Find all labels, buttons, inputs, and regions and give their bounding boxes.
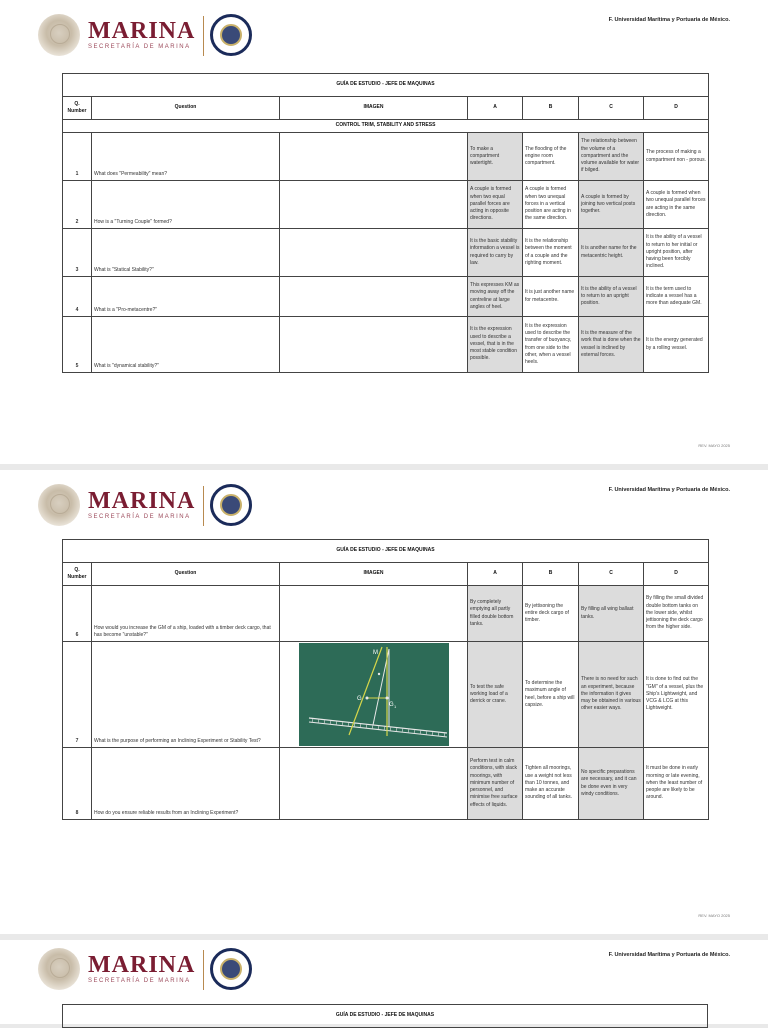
question-text: What is a "Pro-metacentre?" — [92, 277, 280, 317]
marina-logo — [38, 948, 258, 992]
logo-divider — [203, 486, 204, 526]
table-title: GUÍA DE ESTUDIO - JEFE DE MAQUINAS — [63, 1005, 708, 1028]
answer-a: To make a compartment watertight. — [468, 133, 523, 181]
question-text: What is "dynamical stability?" — [92, 317, 280, 373]
brand-name: MARINA — [88, 952, 196, 978]
question-number: 7 — [63, 642, 92, 748]
question-number: 8 — [63, 748, 92, 820]
revision-note: REV. MAYO 2025 — [698, 443, 730, 448]
answer-d: It is the term used to indicate a vessel has a more than adequate GM. — [644, 277, 709, 317]
answer-a: To test the safe working load of a derrick or crane. — [468, 642, 523, 748]
answer-d: It is done to find out the "GM" of a vessel, plus the Ship's Lightweight, and VCG & LCG at this Lightweight. — [644, 642, 709, 748]
col-header-qnumber: Q. Number — [63, 563, 92, 586]
answer-a: It is the expression used to describe a vessel, that is in the most stable condition possible. — [468, 317, 523, 373]
answer-c: It is the ability of a vessel to return to an upright position. — [579, 277, 644, 317]
answer-b: It is just another name for metacentre. — [523, 277, 579, 317]
question-text: How is a "Turning Couple" formed? — [92, 181, 280, 229]
question-text: What is the purpose of performing an Inclining Experiment or Stability Test? — [92, 642, 280, 748]
table-row — [63, 642, 709, 748]
image-cell — [280, 133, 468, 181]
label-g1: G — [388, 702, 394, 708]
marina-logo — [38, 484, 258, 528]
table-title: GUÍA DE ESTUDIO - JEFE DE MAQUINAS — [63, 74, 709, 97]
answer-c: A couple is formed by joining two vertical posts together. — [579, 181, 644, 229]
answer-d: A couple is formed when two unequal parallel forces are acting in the same direction. — [644, 181, 709, 229]
page-2 — [0, 470, 768, 934]
col-header-image: IMAGEN — [280, 563, 468, 586]
university-seal-icon — [210, 948, 252, 990]
question-text: What is "Statical Stability?" — [92, 229, 280, 277]
study-guide-table-3 — [62, 1004, 708, 1028]
answer-c: No specific preparations are necessary, and it can be done even in very windy conditions. — [579, 748, 644, 820]
label-g: G — [356, 696, 362, 702]
question-text: How would you increase the GM of a ship, loaded with a timber deck cargo, that has become "unstable?" — [92, 586, 280, 642]
answer-b: By jettisoning the entire deck cargo of timber. — [523, 586, 579, 642]
marina-logo — [38, 14, 258, 58]
brand-subtitle: SECRETARÍA DE MARINA — [88, 44, 191, 50]
col-header-question: Question — [92, 97, 280, 120]
answer-b: Tighten all moorings, use a weight not less than 10 tonnes, and make an accurate sounding of all tanks. — [523, 748, 579, 820]
answer-b: It is the relationship between the moment of a couple and the righting moment. — [523, 229, 579, 277]
answer-d: By filling the small divided double bottom tanks on the lower side, whilst jettisoning the deck cargo from the higher side. — [644, 586, 709, 642]
col-header-b: B — [523, 97, 579, 120]
image-cell — [280, 229, 468, 277]
answer-c: There is no need for such an experiment, because the information it gives may be obtained in various other easier ways. — [579, 642, 644, 748]
mexico-crest-icon — [38, 948, 80, 990]
col-header-d: D — [644, 97, 709, 120]
mexico-crest-icon — [38, 14, 80, 56]
answer-d: It is the ability of a vessel to return to her initial or upright position, after having been forcibly inclined. — [644, 229, 709, 277]
image-cell — [280, 181, 468, 229]
col-header-c: C — [579, 97, 644, 120]
logo-divider — [203, 16, 204, 56]
image-cell — [280, 277, 468, 317]
university-name: F. Universidad Marítima y Portuaria de México. — [608, 17, 730, 23]
answer-c: The relationship between the volume of a compartment and the volume available for water if bilged. — [579, 133, 644, 181]
label-m: M — [372, 650, 378, 656]
brand-name: MARINA — [88, 488, 196, 514]
table-row — [63, 748, 709, 820]
answer-a: This expresses KM as moving away off the centreline at large angles of heel. — [468, 277, 523, 317]
image-cell — [280, 317, 468, 373]
question-text: What does "Permeability" mean? — [92, 133, 280, 181]
inclining-experiment-diagram — [299, 643, 449, 746]
table-row — [63, 181, 709, 229]
revision-note: REV. MAYO 2025 — [698, 913, 730, 918]
col-header-a: A — [468, 563, 523, 586]
university-name: F. Universidad Marítima y Portuaria de México. — [608, 487, 730, 493]
answer-d: It must be done in early morning or late evening, when the least number of people are likely to be around. — [644, 748, 709, 820]
page-1 — [0, 0, 768, 464]
answer-c: It is the measure of the work that is done when the vessel is inclined by external forces. — [579, 317, 644, 373]
answer-b: To determine the maximum angle of heel, before a ship will capsize. — [523, 642, 579, 748]
point-g1 — [385, 697, 388, 700]
answer-d: The process of making a compartment non - porous. — [644, 133, 709, 181]
answer-d: It is the energy generated by a rolling vessel. — [644, 317, 709, 373]
col-header-d: D — [644, 563, 709, 586]
logo-divider — [203, 950, 204, 990]
table-row — [63, 317, 709, 373]
table-row — [63, 277, 709, 317]
question-number: 6 — [63, 586, 92, 642]
point-dot — [377, 673, 379, 675]
study-guide-table-1 — [62, 73, 709, 373]
image-cell — [280, 586, 468, 642]
question-number: 5 — [63, 317, 92, 373]
question-number: 1 — [63, 133, 92, 181]
answer-c: It is another name for the metacentric height. — [579, 229, 644, 277]
image-cell — [280, 748, 468, 820]
brand-subtitle: SECRETARÍA DE MARINA — [88, 514, 191, 520]
table-row — [63, 133, 709, 181]
table-title: GUÍA DE ESTUDIO - JEFE DE MAQUINAS — [63, 540, 709, 563]
col-header-c: C — [579, 563, 644, 586]
brand-name: MARINA — [88, 18, 196, 44]
study-guide-table-2 — [62, 539, 709, 820]
page-3 — [0, 940, 768, 1024]
answer-a: A couple is formed when two equal parallel forces are acting in opposite directions. — [468, 181, 523, 229]
col-header-a: A — [468, 97, 523, 120]
answer-c: By filling all wing ballast tanks. — [579, 586, 644, 642]
table-row — [63, 586, 709, 642]
answer-a: It is the basic stability information a vessel is required to carry by law. — [468, 229, 523, 277]
brand-subtitle: SECRETARÍA DE MARINA — [88, 978, 191, 984]
answer-b: A couple is formed when two unequal forces in a vertical position are acting in the same direction. — [523, 181, 579, 229]
table-row — [63, 229, 709, 277]
question-number: 2 — [63, 181, 92, 229]
point-g — [365, 697, 368, 700]
image-cell — [280, 642, 468, 748]
mexico-crest-icon — [38, 484, 80, 526]
answer-b: It is the expression used to describe the transfer of buoyancy, from one side to the other, when a vessel heels. — [523, 317, 579, 373]
col-header-question: Question — [92, 563, 280, 586]
label-g1-sub: 1 — [393, 704, 396, 709]
question-text: How do you ensure reliable results from an Inclining Experiment? — [92, 748, 280, 820]
answer-a: By completely emptying all partly filled double bottom tanks. — [468, 586, 523, 642]
answer-a: Perform test in calm conditions, with slack moorings, with minimum number of personnel, and minimise free surface effects of liquids. — [468, 748, 523, 820]
col-header-image: IMAGEN — [280, 97, 468, 120]
answer-b: The flooding of the engine room compartment. — [523, 133, 579, 181]
university-seal-icon — [210, 484, 252, 526]
col-header-qnumber: Q. Number — [63, 97, 92, 120]
university-seal-icon — [210, 14, 252, 56]
question-number: 3 — [63, 229, 92, 277]
question-number: 4 — [63, 277, 92, 317]
section-title: CONTROL TRIM, STABILITY AND STRESS — [63, 120, 709, 133]
col-header-b: B — [523, 563, 579, 586]
university-name: F. Universidad Marítima y Portuaria de México. — [608, 952, 730, 958]
